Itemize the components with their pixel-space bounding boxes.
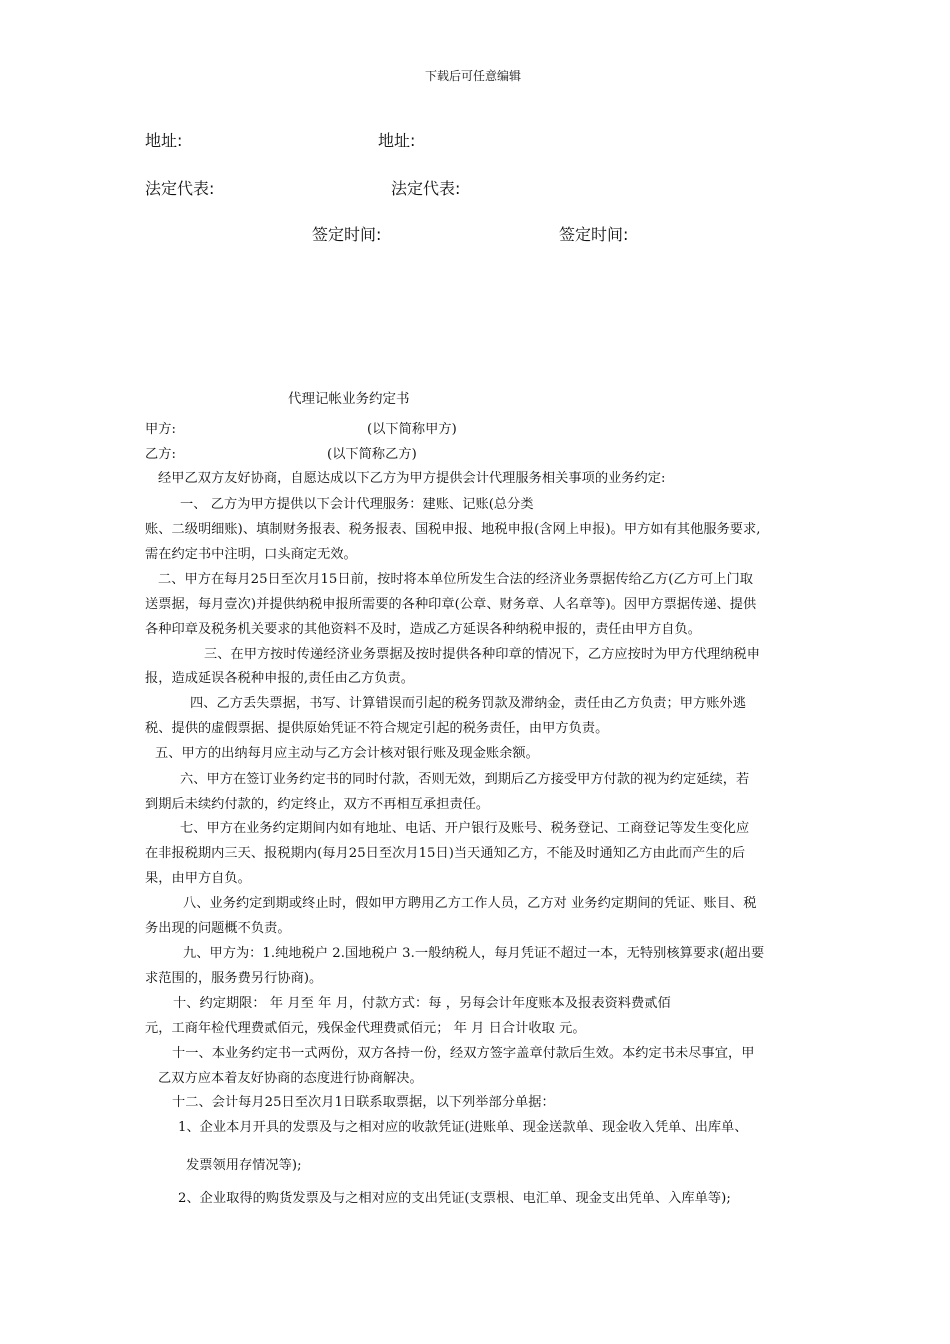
contract-line: 报，造成延误各税种申报的,责任由乙方负责。	[145, 671, 414, 686]
party-b-label: 乙方:	[145, 447, 176, 462]
contract-line: 发票领用存情况等);	[186, 1158, 302, 1173]
party-a-note: (以下简称甲方)	[367, 422, 457, 437]
contract-line: 务出现的问题概不负责。	[145, 921, 291, 936]
contract-line: 需在约定书中注明，口头商定无效。	[145, 547, 357, 562]
contract-line: 元，工商年检代理费贰佰元，残保金代理费贰佰元； 年 月 日合计收取 元。	[145, 1021, 586, 1036]
contract-line: 到期后未续约付款的，约定终止，双方不再相互承担责任。	[145, 797, 490, 812]
party-b-note: (以下简称乙方)	[327, 447, 417, 462]
contract-line: 求范围的，服务费另行协商)。	[145, 971, 323, 986]
contract-line: 送票据，每月壹次)并提供纳税申报所需要的各种印章(公章、财务章、人名章等)。因甲方票据传递、提供	[145, 597, 757, 612]
contract-line: 乙双方应本着友好协商的态度进行协商解决。	[158, 1071, 423, 1086]
header-note: 下载后可任意编辑	[425, 69, 522, 83]
contract-line: 十一、本业务约定书一式两份，双方各持一份，经双方签字盖章付款后生效。本约定书未尽事宜，甲	[172, 1046, 755, 1061]
contract-line: 经甲乙双方友好协商，自愿达成以下乙方为甲方提供会计代理服务相关事项的业务约定:	[158, 471, 666, 486]
contract-line: 税、提供的虚假票据、提供原始凭证不符合规定引起的税务责任，由甲方负责。	[145, 721, 609, 736]
contract-line: 三、在甲方按时传递经济业务票据及按时提供各种印章的情况下，乙方应按时为甲方代理纳税申	[204, 647, 760, 662]
contract-line: 在非报税期内三天、报税期内(每月25日至次月15日)当天通知乙方，不能及时通知乙方由此而产生的后	[145, 846, 746, 861]
contract-line: 七、甲方在业务约定期间内如有地址、电话、开户银行及账号、税务登记、工商登记等发生变化应	[180, 821, 750, 836]
contract-line: 账、二级明细账)、填制财务报表、税务报表、国税申报、地税申报(含网上申报)。甲方如有其他服务要求,	[145, 522, 761, 537]
party-b-representative-label: 法定代表:	[391, 179, 461, 198]
party-a-representative-label: 法定代表:	[145, 179, 215, 198]
contract-line: 十、约定期限： 年 月至 年 月，付款方式：每 ，另每会计年度账本及报表资料费贰佰	[173, 996, 671, 1011]
contract-line: 果，由甲方自负。	[145, 871, 251, 886]
party-a-address-label: 地址:	[145, 131, 183, 150]
party-b-sign-date-label: 签定时间:	[559, 225, 629, 244]
contract-line: 一、 乙方为甲方提供以下会计代理服务：建账、记账(总分类	[180, 497, 534, 512]
party-a-sign-date-label: 签定时间:	[312, 225, 382, 244]
contract-line: 九、甲方为：1.纯地税户 2.国地税户 3.一般纳税人，每月凭证不超过一本，无特别核算要求(超出要	[183, 946, 765, 961]
party-b-address-label: 地址:	[378, 131, 416, 150]
contract-title: 代理记帐业务约定书	[288, 391, 410, 407]
contract-line: 四、乙方丢失票据，书写、计算错误而引起的税务罚款及滞纳金，责任由乙方负责；甲方账外逃	[190, 696, 746, 711]
contract-line: 六、甲方在签订业务约定书的同时付款，否则无效，到期后乙方接受甲方付款的视为约定延续，若	[180, 772, 750, 787]
contract-line: 2、企业取得的购货发票及与之相对应的支出凭证(支票根、电汇单、现金支出凭单、入库单等);	[178, 1191, 731, 1206]
contract-line: 各种印章及税务机关要求的其他资料不及时，造成乙方延误各种纳税申报的，责任由甲方自负。	[145, 622, 701, 637]
contract-line: 二、甲方在每月25日至次月15日前，按时将本单位所发生合法的经济业务票据传给乙方(乙方可上门取	[158, 572, 753, 587]
contract-line: 十二、会计每月25日至次月1日联系取票据，以下列举部分单据：	[172, 1095, 555, 1110]
party-a-label: 甲方:	[145, 422, 176, 437]
contract-line: 1、企业本月开具的发票及与之相对应的收款凭证(进账单、现金送款单、现金收入凭单、出库单、	[178, 1120, 748, 1135]
contract-line: 八、业务约定到期或终止时，假如甲方聘用乙方工作人员，乙方对 业务约定期间的凭证、账目、税	[183, 896, 757, 911]
contract-line: 五、甲方的出纳每月应主动与乙方会计核对银行账及现金账余额。	[155, 746, 539, 761]
